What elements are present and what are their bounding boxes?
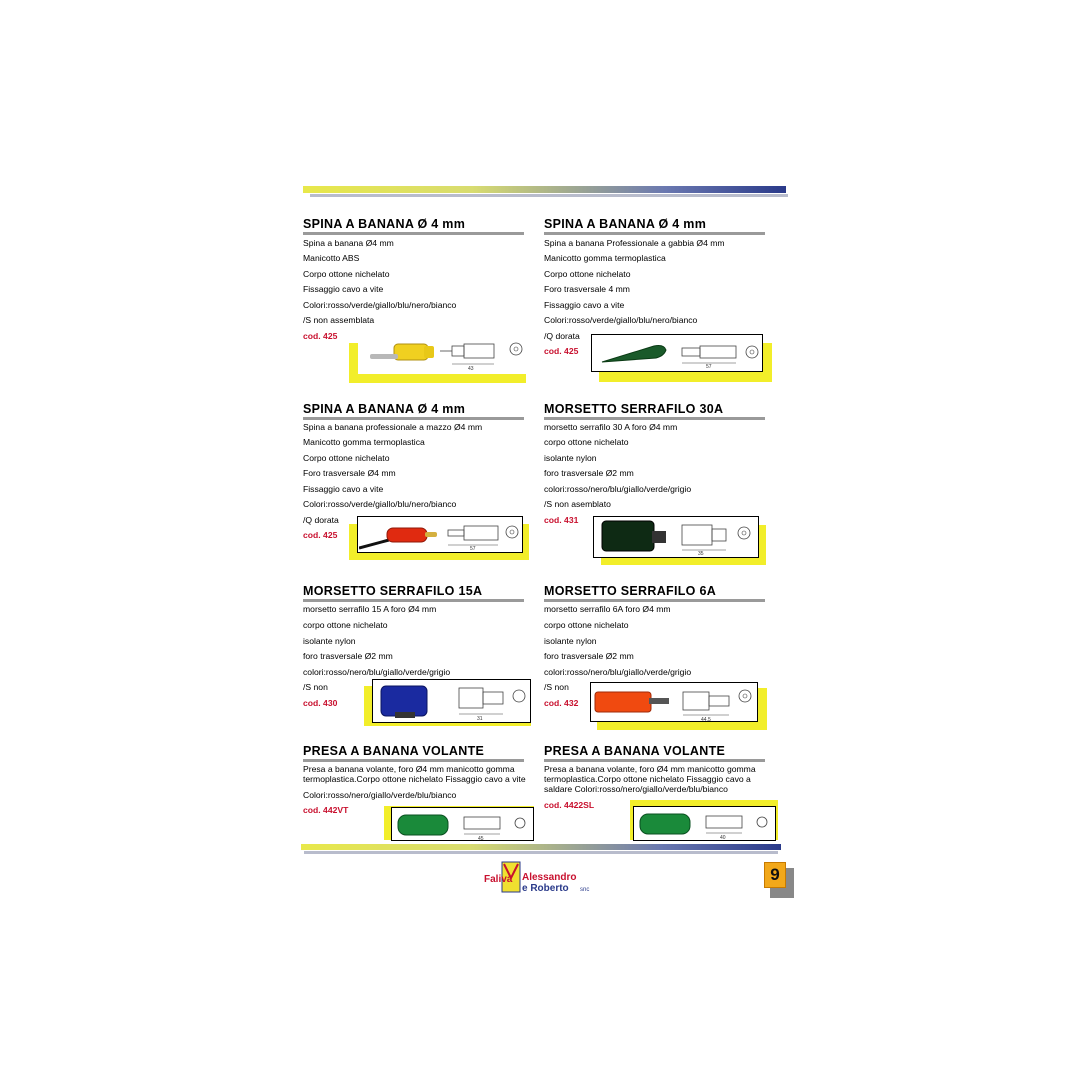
technical-drawing — [438, 518, 522, 552]
plug-body — [387, 528, 427, 542]
spec-line: Fissaggio cavo a vite — [303, 484, 384, 494]
top-decorative-band — [303, 186, 786, 193]
section-title: PRESA A BANANA VOLANTE — [303, 744, 485, 758]
spec-line: morsetto serrafilo 6A foro Ø4 mm — [544, 604, 671, 614]
spec-line: Spina a banana Ø4 mm — [303, 238, 394, 248]
spec-line: Presa a banana volante, foro Ø4 mm manicotto gomma — [544, 764, 756, 774]
terminal-body — [595, 692, 651, 712]
spec-line: Foro trasversale 4 mm — [544, 284, 630, 294]
product-code: cod. 425 — [303, 530, 338, 540]
spec-line: Colori:rosso/verde/giallo/blu/nero/bianco — [303, 300, 457, 310]
logo-brand-a: Faliva — [484, 874, 513, 885]
product-image-banana-socket — [636, 808, 696, 840]
logo-suffix: snc — [580, 887, 590, 893]
product-photo-frame — [357, 516, 523, 553]
spec-line: colori:rosso/nero/blu/giallo/verde/grigio — [544, 667, 692, 677]
product-code: cod. 4422SL — [544, 800, 595, 810]
section-title: SPINA A BANANA Ø 4 mm — [303, 402, 466, 416]
technical-drawing — [439, 682, 531, 722]
spec-line: /S non asemblato — [544, 499, 611, 509]
product-image-banana-plug — [594, 336, 674, 370]
spec-line: Colori:rosso/verde/giallo/blu/nero/bianco — [544, 315, 698, 325]
dim-label: 40 — [720, 835, 726, 840]
spec-line: isolante nylon — [303, 636, 356, 646]
product-photo-frame — [358, 334, 530, 374]
product-photo-frame — [372, 679, 531, 723]
socket-body — [398, 815, 448, 835]
technical-drawing — [454, 809, 534, 841]
spec-line: termoplastica.Corpo ottone nichelato Fissaggio cavo a vite — [303, 774, 526, 784]
spec-line: foro trasversale Ø2 mm — [544, 651, 634, 661]
plug-end — [424, 346, 434, 358]
dim-label: 45 — [478, 836, 484, 841]
product-code: cod. 425 — [544, 346, 579, 356]
section-rule — [544, 759, 765, 762]
dim-label: 31 — [477, 716, 483, 722]
terminal-body — [381, 686, 427, 716]
dim-label: 57 — [470, 546, 476, 552]
spec-line: Presa a banana volante, foro Ø4 mm manicotto gomma — [303, 764, 515, 774]
spec-line: saldare Colori:rosso/nero/giallo/verde/blu/bianco — [544, 784, 728, 794]
spec-line: foro trasversale Ø2 mm — [544, 468, 634, 478]
spec-line: Spina a banana Professionale a gabbia Ø4 mm — [544, 238, 725, 248]
terminal-base — [652, 531, 666, 543]
socket-body — [640, 814, 690, 834]
spec-line: Colori:rosso/nero/giallo/verde/blu/bianco — [303, 790, 457, 800]
spec-line: termoplastica.Corpo ottone nichelato Fissaggio cavo a — [544, 774, 751, 784]
spec-line: Manicotto gomma termoplastica — [544, 253, 666, 263]
dim-label: 35 — [698, 551, 704, 557]
product-photo-frame — [590, 682, 758, 722]
spec-line: Fissaggio cavo a vite — [544, 300, 625, 310]
plug-body — [394, 344, 428, 360]
section-rule — [544, 599, 765, 602]
product-photo-frame — [591, 334, 763, 372]
spec-line: Foro trasversale Ø4 mm — [303, 468, 396, 478]
logo-brand-c: e Roberto — [522, 883, 569, 894]
spec-line: corpo ottone nichelato — [544, 620, 629, 630]
section-rule — [303, 232, 524, 235]
spec-line: Manicotto gomma termoplastica — [303, 437, 425, 447]
section-title: SPINA A BANANA Ø 4 mm — [303, 217, 466, 231]
product-code: cod. 431 — [544, 515, 579, 525]
company-logo — [482, 858, 622, 898]
technical-drawing — [696, 808, 776, 840]
spec-line: foro trasversale Ø2 mm — [303, 651, 393, 661]
spec-line: morsetto serrafilo 15 A foro Ø4 mm — [303, 604, 437, 614]
spec-line: Colori:rosso/verde/giallo/blu/nero/bianco — [303, 499, 457, 509]
terminal-stud — [649, 698, 669, 704]
product-image-banana-plug — [360, 336, 440, 372]
product-image-terminal — [375, 682, 439, 722]
spec-line: /S non — [303, 682, 328, 692]
product-image-terminal — [593, 684, 673, 722]
product-image-banana-socket — [394, 809, 454, 841]
terminal-body — [602, 521, 654, 551]
spec-line: Corpo ottone nichelato — [303, 269, 390, 279]
spec-line: /S non assemblata — [303, 315, 375, 325]
spec-line: isolante nylon — [544, 453, 597, 463]
spec-line: corpo ottone nichelato — [544, 437, 629, 447]
technical-drawing — [673, 684, 758, 722]
product-code: cod. 425 — [303, 331, 338, 341]
spec-line: morsetto serrafilo 30 A foro Ø4 mm — [544, 422, 678, 432]
section-title: MORSETTO SERRAFILO 15A — [303, 584, 483, 598]
bottom-band-shadow — [304, 851, 778, 854]
section-title: PRESA A BANANA VOLANTE — [544, 744, 726, 758]
section-rule — [303, 759, 524, 762]
plug-body — [602, 346, 666, 363]
spec-line: Spina a banana professionale a mazzo Ø4 mm — [303, 422, 483, 432]
page-number: 9 — [764, 862, 786, 888]
spec-line: /Q dorata — [303, 515, 339, 525]
section-title: MORSETTO SERRAFILO 30A — [544, 402, 724, 416]
technical-drawing — [674, 517, 759, 557]
section-rule — [544, 417, 765, 420]
dim-label: 43 — [468, 366, 474, 372]
product-image-terminal — [596, 517, 672, 557]
bottom-decorative-band — [301, 844, 781, 850]
product-photo-frame — [391, 807, 534, 841]
logo-brand-b: Alessandro — [522, 872, 577, 883]
product-code: cod. 432 — [544, 698, 579, 708]
technical-drawing — [438, 336, 530, 372]
spec-line: Fissaggio cavo a vite — [303, 284, 384, 294]
terminal-base — [395, 712, 415, 718]
product-code: cod. 442VT — [303, 805, 349, 815]
section-title: SPINA A BANANA Ø 4 mm — [544, 217, 707, 231]
plug-cable — [359, 540, 389, 548]
plug-tip — [370, 354, 398, 359]
spec-line: corpo ottone nichelato — [303, 620, 388, 630]
product-photo-frame — [593, 516, 759, 558]
spec-line: colori:rosso/nero/blu/giallo/verde/grigio — [544, 484, 692, 494]
section-rule — [303, 599, 524, 602]
product-photo-frame — [633, 806, 776, 841]
section-rule — [544, 232, 765, 235]
dim-label: 44,5 — [701, 717, 711, 722]
product-code: cod. 430 — [303, 698, 338, 708]
spec-line: isolante nylon — [544, 636, 597, 646]
dim-label: 57 — [706, 364, 712, 370]
section-title: MORSETTO SERRAFILO 6A — [544, 584, 717, 598]
technical-drawing — [672, 336, 763, 370]
spec-line: Manicotto ABS — [303, 253, 360, 263]
top-band-shadow — [310, 194, 788, 197]
product-image-banana-plug — [359, 518, 439, 552]
spec-line: colori:rosso/nero/blu/giallo/verde/grigio — [303, 667, 451, 677]
section-rule — [303, 417, 524, 420]
spec-line: /Q dorata — [544, 331, 580, 341]
spec-line: Corpo ottone nichelato — [544, 269, 631, 279]
spec-line: /S non — [544, 682, 569, 692]
spec-line: Corpo ottone nichelato — [303, 453, 390, 463]
plug-tip — [425, 532, 437, 537]
